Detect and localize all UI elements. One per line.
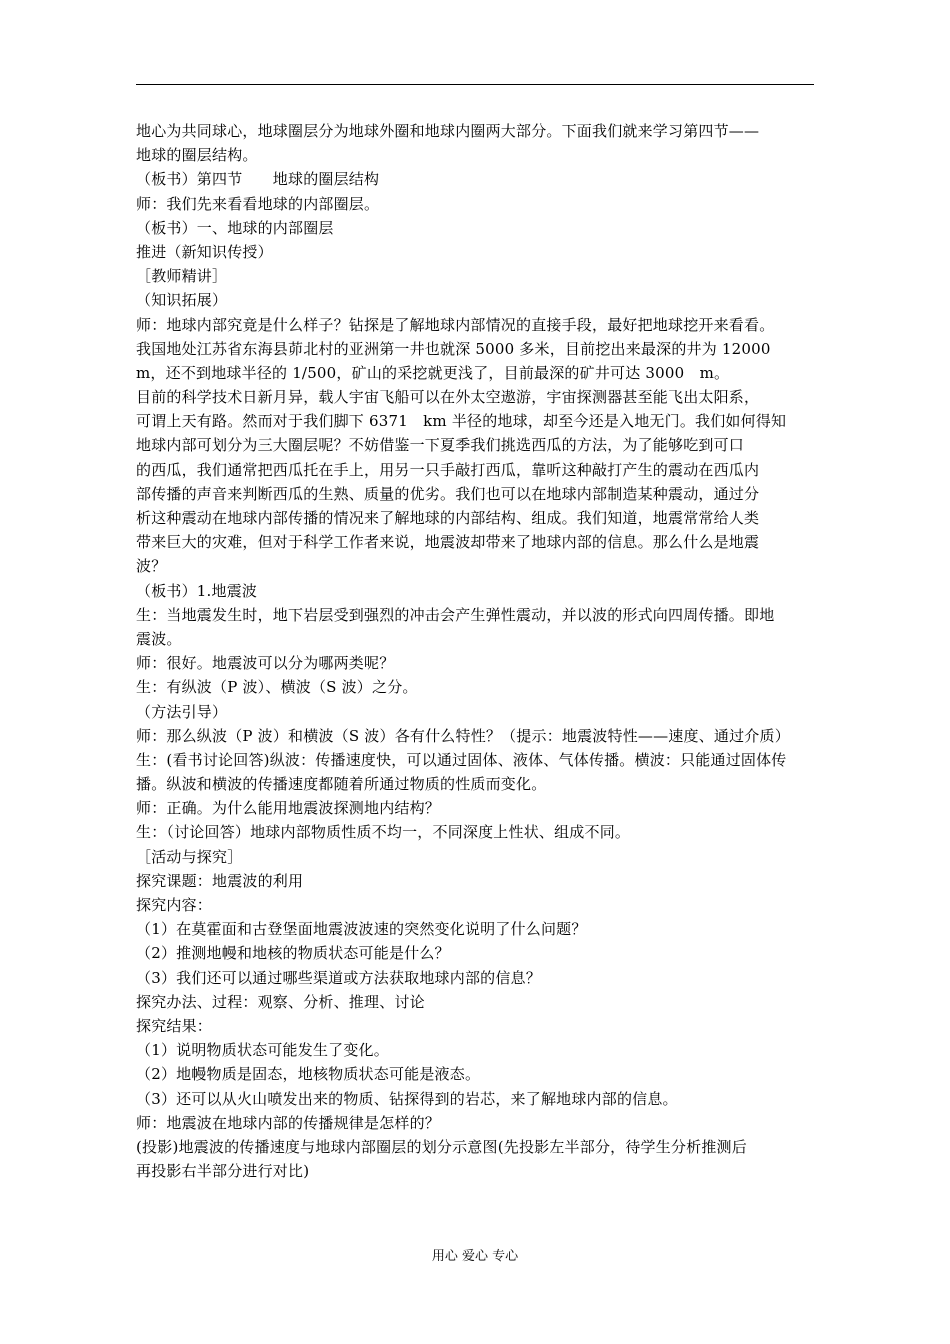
text-line: 播。纵波和横波的传播速度都随着所通过物质的性质而变化。: [136, 775, 547, 794]
text-line: （3）还可以从火山喷发出来的物质、钻探得到的岩芯，来了解地球内部的信息。: [136, 1089, 678, 1108]
text-line: 析这种震动在地球内部传播的情况来了解地球的内部结构、组成。我们知道，地震常常给人类: [136, 509, 760, 527]
text-line: 地球的圈层结构。: [136, 146, 258, 165]
text-line: 师：我们先来看看地球的内部圈层。: [136, 194, 380, 213]
text-line: （1）说明物质状态可能发生了变化。: [136, 1041, 389, 1060]
text-line: ［教师精讲］: [136, 267, 228, 286]
text-line: （3）我们还可以通过哪些渠道或方法获取地球内部的信息？: [136, 968, 541, 987]
text-line: 推进（新知识传授）: [136, 242, 273, 261]
text-line: 地心为共同球心，地球圈层分为地球外圈和地球内圈两大部分。下面我们就来学习第四节——: [136, 122, 760, 140]
text-line: 波？: [136, 557, 167, 576]
text-line: 我国地处江苏省东海县茆北村的亚洲第一井也就深 5000 多米，目前挖出来最深的井为 12000: [136, 339, 771, 358]
header-rule: [136, 84, 814, 85]
text-line: 师：地震波在地球内部的传播规律是怎样的？: [136, 1113, 441, 1132]
text-line: （板书）1.地震波: [136, 581, 258, 600]
text-line: （1）在莫霍面和古登堡面地震波波速的突然变化说明了什么问题？: [136, 920, 587, 939]
text-line: （板书）第四节 地球的圈层结构: [136, 170, 380, 189]
text-line: 可谓上天有路。然而对于我们脚下 6371 km 半径的地球，却至今还是入地无门。我们如何得知: [136, 412, 787, 431]
text-line: 部传播的声音来判断西瓜的生熟、质量的优劣。我们也可以在地球内部制造某种震动，通过分: [136, 484, 760, 503]
text-line: 震波。: [136, 629, 182, 648]
text-line: （板书）一、地球的内部圈层: [136, 218, 334, 237]
text-line: （方法引导）: [136, 702, 228, 721]
text-line: 生：当地震发生时，地下岩层受到强烈的冲击会产生弹性震动，并以波的形式向四周传播。即地: [136, 605, 775, 624]
text-line: 探究内容：: [136, 896, 213, 914]
text-line: m，还不到地球半径的 1/500，矿山的采挖就更浅了，目前最深的矿井可达 3000 m。: [136, 363, 730, 382]
text-line: 探究办法、过程：观察、分析、推理、讨论: [136, 992, 425, 1011]
text-line: 师：很好。地震波可以分为哪两类呢？: [136, 654, 395, 673]
text-line: 师：那么纵波（P 波）和横波（S 波）各有什么特性？（提示：地震波特性——速度、通过介质）: [136, 726, 790, 745]
text-line: （2）推测地幔和地核的物质状态可能是什么？: [136, 944, 450, 963]
text-line: 的西瓜，我们通常把西瓜托在手上，用另一只手敲打西瓜，靠听这种敲打产生的震动在西瓜内: [136, 460, 760, 479]
text-line: 探究结果：: [136, 1016, 213, 1035]
page-footer: 用心 爱心 专心: [431, 1249, 519, 1264]
text-line: 生：有纵波（P 波）、横波（S 波）之分。: [136, 678, 418, 697]
text-line: 师：正确。为什么能用地震波探测地内结构？: [136, 799, 441, 818]
text-line: 师：地球内部究竟是什么样子？钻探是了解地球内部情况的直接手段，最好把地球挖开来看看。: [136, 315, 775, 334]
text-line: 地球内部可划分为三大圈层呢？不妨借鉴一下夏季我们挑选西瓜的方法，为了能够吃到可口: [136, 436, 745, 455]
text-line: 目前的科学技术日新月异，载人宇宙飞船可以在外太空遨游，宇宙探测器甚至能飞出太阳系，: [136, 388, 760, 407]
document-body: [136, 119, 826, 1183]
text-line: （知识拓展）: [136, 291, 228, 310]
text-line: 带来巨大的灾难，但对于科学工作者来说，地震波却带来了地球内部的信息。那么什么是地震: [136, 533, 760, 552]
text-line: (投影)地震波的传播速度与地球内部圈层的划分示意图(先投影左半部分，待学生分析推测后: [136, 1137, 747, 1156]
text-line: （2）地幔物质是固态，地核物质状态可能是液态。: [136, 1065, 481, 1084]
text-line: 再投影右半部分进行对比): [136, 1162, 310, 1181]
text-line: 生：(看书讨论回答)纵波：传播速度快，可以通过固体、液体、气体传播。横波：只能通过固体传: [136, 750, 787, 769]
text-line: 探究课题：地震波的利用: [136, 871, 304, 890]
text-line: ［活动与探究］: [136, 847, 243, 866]
text-line: 生：（讨论回答）地球内部物质性质不均一，不同深度上性状、组成不同。: [136, 823, 631, 842]
